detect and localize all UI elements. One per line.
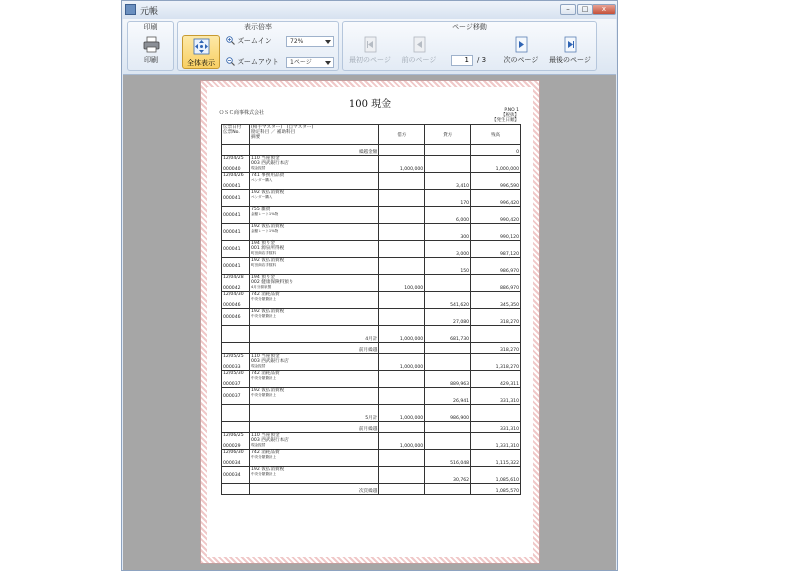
next-page-button[interactable] bbox=[501, 36, 541, 65]
row-balance bbox=[471, 326, 521, 343]
row-account: 742 消耗品費 中央分類費計上 bbox=[249, 371, 378, 388]
table-row bbox=[222, 145, 521, 156]
row-credit: 3,000 bbox=[425, 241, 471, 258]
zoom-out-button[interactable] bbox=[226, 57, 279, 67]
row-date-voucher: 12/06/25 000029 bbox=[222, 433, 250, 450]
pages-per-view-value: 1ページ bbox=[290, 59, 312, 66]
row-credit: 681,730 bbox=[425, 326, 471, 343]
row-balance: 0 bbox=[471, 145, 521, 156]
table-row bbox=[222, 241, 521, 258]
row-account: 192 仮払消費税 中央分類費計上 bbox=[249, 388, 378, 405]
row-credit: 170 bbox=[425, 190, 471, 207]
header-credit: 貸方 bbox=[425, 125, 471, 145]
zoom-level-value: 72% bbox=[290, 38, 304, 45]
row-date bbox=[222, 484, 250, 495]
row-date bbox=[222, 343, 250, 354]
row-date-voucher: 12/04/28 000042 bbox=[222, 275, 250, 292]
tax-mode: 【税抜】 bbox=[501, 113, 519, 118]
row-date-voucher: 000041 bbox=[222, 224, 250, 241]
table-row bbox=[222, 156, 521, 173]
chevron-down-icon bbox=[325, 61, 331, 65]
row-debit bbox=[379, 241, 425, 258]
row-balance: 318,270 bbox=[471, 309, 521, 326]
table-row bbox=[222, 292, 521, 309]
table-row bbox=[222, 275, 521, 292]
window-title: 元帳 bbox=[140, 7, 159, 17]
sort-mode: 【発生日順】 bbox=[492, 118, 519, 123]
preview-pane[interactable] bbox=[123, 75, 616, 570]
table-row bbox=[222, 422, 521, 433]
row-balance: 1,085,610 bbox=[471, 467, 521, 484]
row-credit bbox=[425, 156, 471, 173]
row-account: 192 仮払消費税 金額レート1%物 bbox=[249, 224, 378, 241]
company-name: ＯＳＣ商事株式会社 bbox=[219, 110, 265, 116]
minimize-button[interactable]: – bbox=[560, 4, 576, 15]
row-credit bbox=[425, 433, 471, 450]
header-debit: 借方 bbox=[379, 125, 425, 145]
next-page-label: 次のページ bbox=[503, 56, 539, 64]
row-date-voucher: 12/05/25 000033 bbox=[222, 354, 250, 371]
first-page-icon bbox=[362, 36, 379, 53]
row-balance: 331,310 bbox=[471, 422, 521, 433]
last-page-label: 最後のページ bbox=[549, 56, 591, 64]
row-debit bbox=[379, 484, 425, 495]
ledger-table bbox=[221, 124, 521, 495]
row-date bbox=[222, 405, 250, 422]
row-balance: 1,000,000 bbox=[471, 156, 521, 173]
row-debit bbox=[379, 309, 425, 326]
row-credit: 30,762 bbox=[425, 467, 471, 484]
row-balance: 886,970 bbox=[471, 275, 521, 292]
row-account: 110 当座預金 003 西武銀行本店 現金振替 bbox=[249, 354, 378, 371]
close-button[interactable]: x bbox=[592, 4, 616, 15]
row-credit bbox=[425, 422, 471, 433]
row-account: 110 当座預金 003 西武銀行本店 現金振替 bbox=[249, 433, 378, 450]
row-credit bbox=[425, 484, 471, 495]
page-nav-group bbox=[342, 21, 597, 71]
row-balance: 996,420 bbox=[471, 190, 521, 207]
table-row bbox=[222, 484, 521, 495]
row-credit: 541,620 bbox=[425, 292, 471, 309]
zoom-in-label: ズームイン bbox=[237, 37, 272, 45]
row-account: 192 仮払消費税 中央分類費計上 bbox=[249, 467, 378, 484]
header-account: (相手マスター) (自マスター) 勘定科目 ／ 補助科目 摘要 bbox=[249, 125, 378, 145]
row-label: 次頁繰越 bbox=[249, 484, 378, 495]
zoom-group-header: 表示倍率 bbox=[244, 23, 272, 31]
title-bar[interactable] bbox=[122, 1, 617, 19]
row-balance: 1,085,570 bbox=[471, 484, 521, 495]
row-debit bbox=[379, 343, 425, 354]
pages-per-view-select[interactable] bbox=[286, 57, 334, 68]
row-date-voucher: 000041 bbox=[222, 258, 250, 275]
table-row bbox=[222, 467, 521, 484]
fit-page-button[interactable] bbox=[182, 35, 220, 69]
row-debit bbox=[379, 422, 425, 433]
row-credit: 516,048 bbox=[425, 450, 471, 467]
row-balance: 990,120 bbox=[471, 224, 521, 241]
row-balance: 986,970 bbox=[471, 258, 521, 275]
row-debit bbox=[379, 388, 425, 405]
table-row bbox=[222, 405, 521, 422]
row-date bbox=[222, 145, 250, 156]
table-row bbox=[222, 224, 521, 241]
row-account: 194 預り金 001 源泉所得税 町田商店手数料 bbox=[249, 241, 378, 258]
row-date bbox=[222, 422, 250, 433]
table-row bbox=[222, 388, 521, 405]
row-credit bbox=[425, 275, 471, 292]
row-date-voucher: 12/04/25 000040 bbox=[222, 156, 250, 173]
row-debit bbox=[379, 145, 425, 156]
row-credit: 300 bbox=[425, 224, 471, 241]
zoom-out-icon bbox=[226, 57, 235, 66]
chevron-down-icon bbox=[325, 40, 331, 44]
row-debit: 1,000,000 bbox=[379, 354, 425, 371]
row-credit bbox=[425, 145, 471, 156]
row-debit bbox=[379, 292, 425, 309]
row-label: 4月計 bbox=[249, 326, 378, 343]
page-number: P.NO 1 bbox=[504, 108, 519, 113]
row-date-voucher: 000046 bbox=[222, 309, 250, 326]
zoom-out-label: ズームアウト bbox=[237, 58, 279, 66]
ledger-body bbox=[222, 145, 521, 495]
table-row bbox=[222, 371, 521, 388]
prev-page-label: 前のページ bbox=[401, 56, 437, 64]
row-date-voucher: 12/04/26 000041 bbox=[222, 173, 250, 190]
page-sheet bbox=[200, 80, 540, 564]
header-balance: 残高 bbox=[471, 125, 521, 145]
row-balance: 990,420 bbox=[471, 207, 521, 224]
row-credit: 3,410 bbox=[425, 173, 471, 190]
row-balance: 996,590 bbox=[471, 173, 521, 190]
row-account: 194 預り金 002 健康保険料預り 4月分源泉徴 bbox=[249, 275, 378, 292]
first-page-button[interactable] bbox=[347, 36, 393, 65]
zoom-level-select[interactable] bbox=[286, 36, 334, 47]
table-row bbox=[222, 450, 521, 467]
row-debit: 1,000,000 bbox=[379, 433, 425, 450]
print-button[interactable] bbox=[132, 36, 170, 65]
row-date-voucher: 000041 bbox=[222, 207, 250, 224]
row-debit bbox=[379, 258, 425, 275]
row-credit: 26,941 bbox=[425, 388, 471, 405]
row-debit: 1,000,000 bbox=[379, 156, 425, 173]
last-page-icon bbox=[562, 36, 579, 53]
row-label: 前月繰越 bbox=[249, 422, 378, 433]
document-title: 100 現金 bbox=[348, 99, 392, 110]
row-debit bbox=[379, 173, 425, 190]
table-row bbox=[222, 258, 521, 275]
page-nav-group-header: ページ移動 bbox=[452, 23, 487, 31]
row-credit: 6,000 bbox=[425, 207, 471, 224]
print-group bbox=[127, 21, 174, 71]
row-credit: 150 bbox=[425, 258, 471, 275]
row-debit bbox=[379, 467, 425, 484]
row-balance: 1,115,322 bbox=[471, 450, 521, 467]
table-row bbox=[222, 173, 521, 190]
row-account: 742 消耗品費 中央分類費計上 bbox=[249, 450, 378, 467]
fit-page-label: 全体表示 bbox=[187, 59, 215, 67]
row-account: 755 雑費 金額レート1%物 bbox=[249, 207, 378, 224]
row-account: 192 仮払消費税 ペンダー購入 bbox=[249, 190, 378, 207]
row-debit: 1,000,000 bbox=[379, 326, 425, 343]
row-balance bbox=[471, 405, 521, 422]
row-account: 741 事務用品費 ペンダー購入 bbox=[249, 173, 378, 190]
row-date-voucher: 12/05/30 000037 bbox=[222, 371, 250, 388]
prev-page-icon bbox=[411, 36, 428, 53]
header-date-voucher: 伝票日付 伝票No. bbox=[222, 125, 250, 145]
current-page-input[interactable]: 1 bbox=[451, 55, 473, 66]
row-date-voucher: 000037 bbox=[222, 388, 250, 405]
ledger-page bbox=[207, 87, 533, 557]
row-credit: 889,963 bbox=[425, 371, 471, 388]
row-balance: 987,120 bbox=[471, 241, 521, 258]
row-date-voucher: 12/06/30 000034 bbox=[222, 450, 250, 467]
row-credit: 986,900 bbox=[425, 405, 471, 422]
row-balance: 1,331,310 bbox=[471, 433, 521, 450]
prev-page-button[interactable] bbox=[399, 36, 439, 65]
row-account: 110 当座預金 003 西武銀行本店 現金振替 bbox=[249, 156, 378, 173]
app-icon bbox=[125, 4, 136, 15]
table-row bbox=[222, 354, 521, 371]
row-balance: 1,318,270 bbox=[471, 354, 521, 371]
row-date-voucher: 000034 bbox=[222, 467, 250, 484]
row-credit bbox=[425, 354, 471, 371]
table-row bbox=[222, 207, 521, 224]
row-debit: 100,000 bbox=[379, 275, 425, 292]
printer-icon bbox=[143, 36, 160, 53]
row-date bbox=[222, 326, 250, 343]
row-balance: 345,350 bbox=[471, 292, 521, 309]
print-group-header: 印刷 bbox=[143, 23, 158, 31]
row-label: 繰越金額 bbox=[249, 145, 378, 156]
row-date-voucher: 000041 bbox=[222, 190, 250, 207]
row-debit bbox=[379, 190, 425, 207]
row-balance: 318,270 bbox=[471, 343, 521, 354]
table-row bbox=[222, 190, 521, 207]
page-info bbox=[492, 108, 519, 123]
print-label: 印刷 bbox=[144, 56, 158, 64]
zoom-in-button[interactable] bbox=[226, 36, 272, 46]
row-debit bbox=[379, 224, 425, 241]
last-page-button[interactable] bbox=[546, 36, 594, 65]
row-debit bbox=[379, 450, 425, 467]
next-page-icon bbox=[513, 36, 530, 53]
fit-page-icon bbox=[193, 38, 210, 55]
row-account: 192 仮払消費税 町田商店手数料 bbox=[249, 258, 378, 275]
ledger-window bbox=[121, 0, 618, 571]
row-label: 5月計 bbox=[249, 405, 378, 422]
row-debit bbox=[379, 207, 425, 224]
row-account: 192 仮払消費税 中央分類費計上 bbox=[249, 309, 378, 326]
row-balance: 429,311 bbox=[471, 371, 521, 388]
row-debit bbox=[379, 371, 425, 388]
row-date-voucher: 12/04/30 000046 bbox=[222, 292, 250, 309]
maximize-button[interactable]: □ bbox=[577, 4, 593, 15]
row-debit: 1,000,000 bbox=[379, 405, 425, 422]
table-row bbox=[222, 326, 521, 343]
total-pages: / 3 bbox=[477, 56, 487, 64]
row-label: 前月繰越 bbox=[249, 343, 378, 354]
ribbon-toolbar bbox=[123, 19, 616, 75]
row-account: 742 消耗品費 中央分類費計上 bbox=[249, 292, 378, 309]
zoom-group bbox=[177, 21, 339, 71]
table-row bbox=[222, 433, 521, 450]
row-credit bbox=[425, 343, 471, 354]
table-row bbox=[222, 309, 521, 326]
row-balance: 331,310 bbox=[471, 388, 521, 405]
zoom-in-icon bbox=[226, 36, 235, 45]
row-date-voucher: 000041 bbox=[222, 241, 250, 258]
table-row bbox=[222, 343, 521, 354]
ledger-header-row bbox=[222, 125, 521, 145]
first-page-label: 最初のページ bbox=[349, 56, 391, 64]
row-credit: 27,080 bbox=[425, 309, 471, 326]
